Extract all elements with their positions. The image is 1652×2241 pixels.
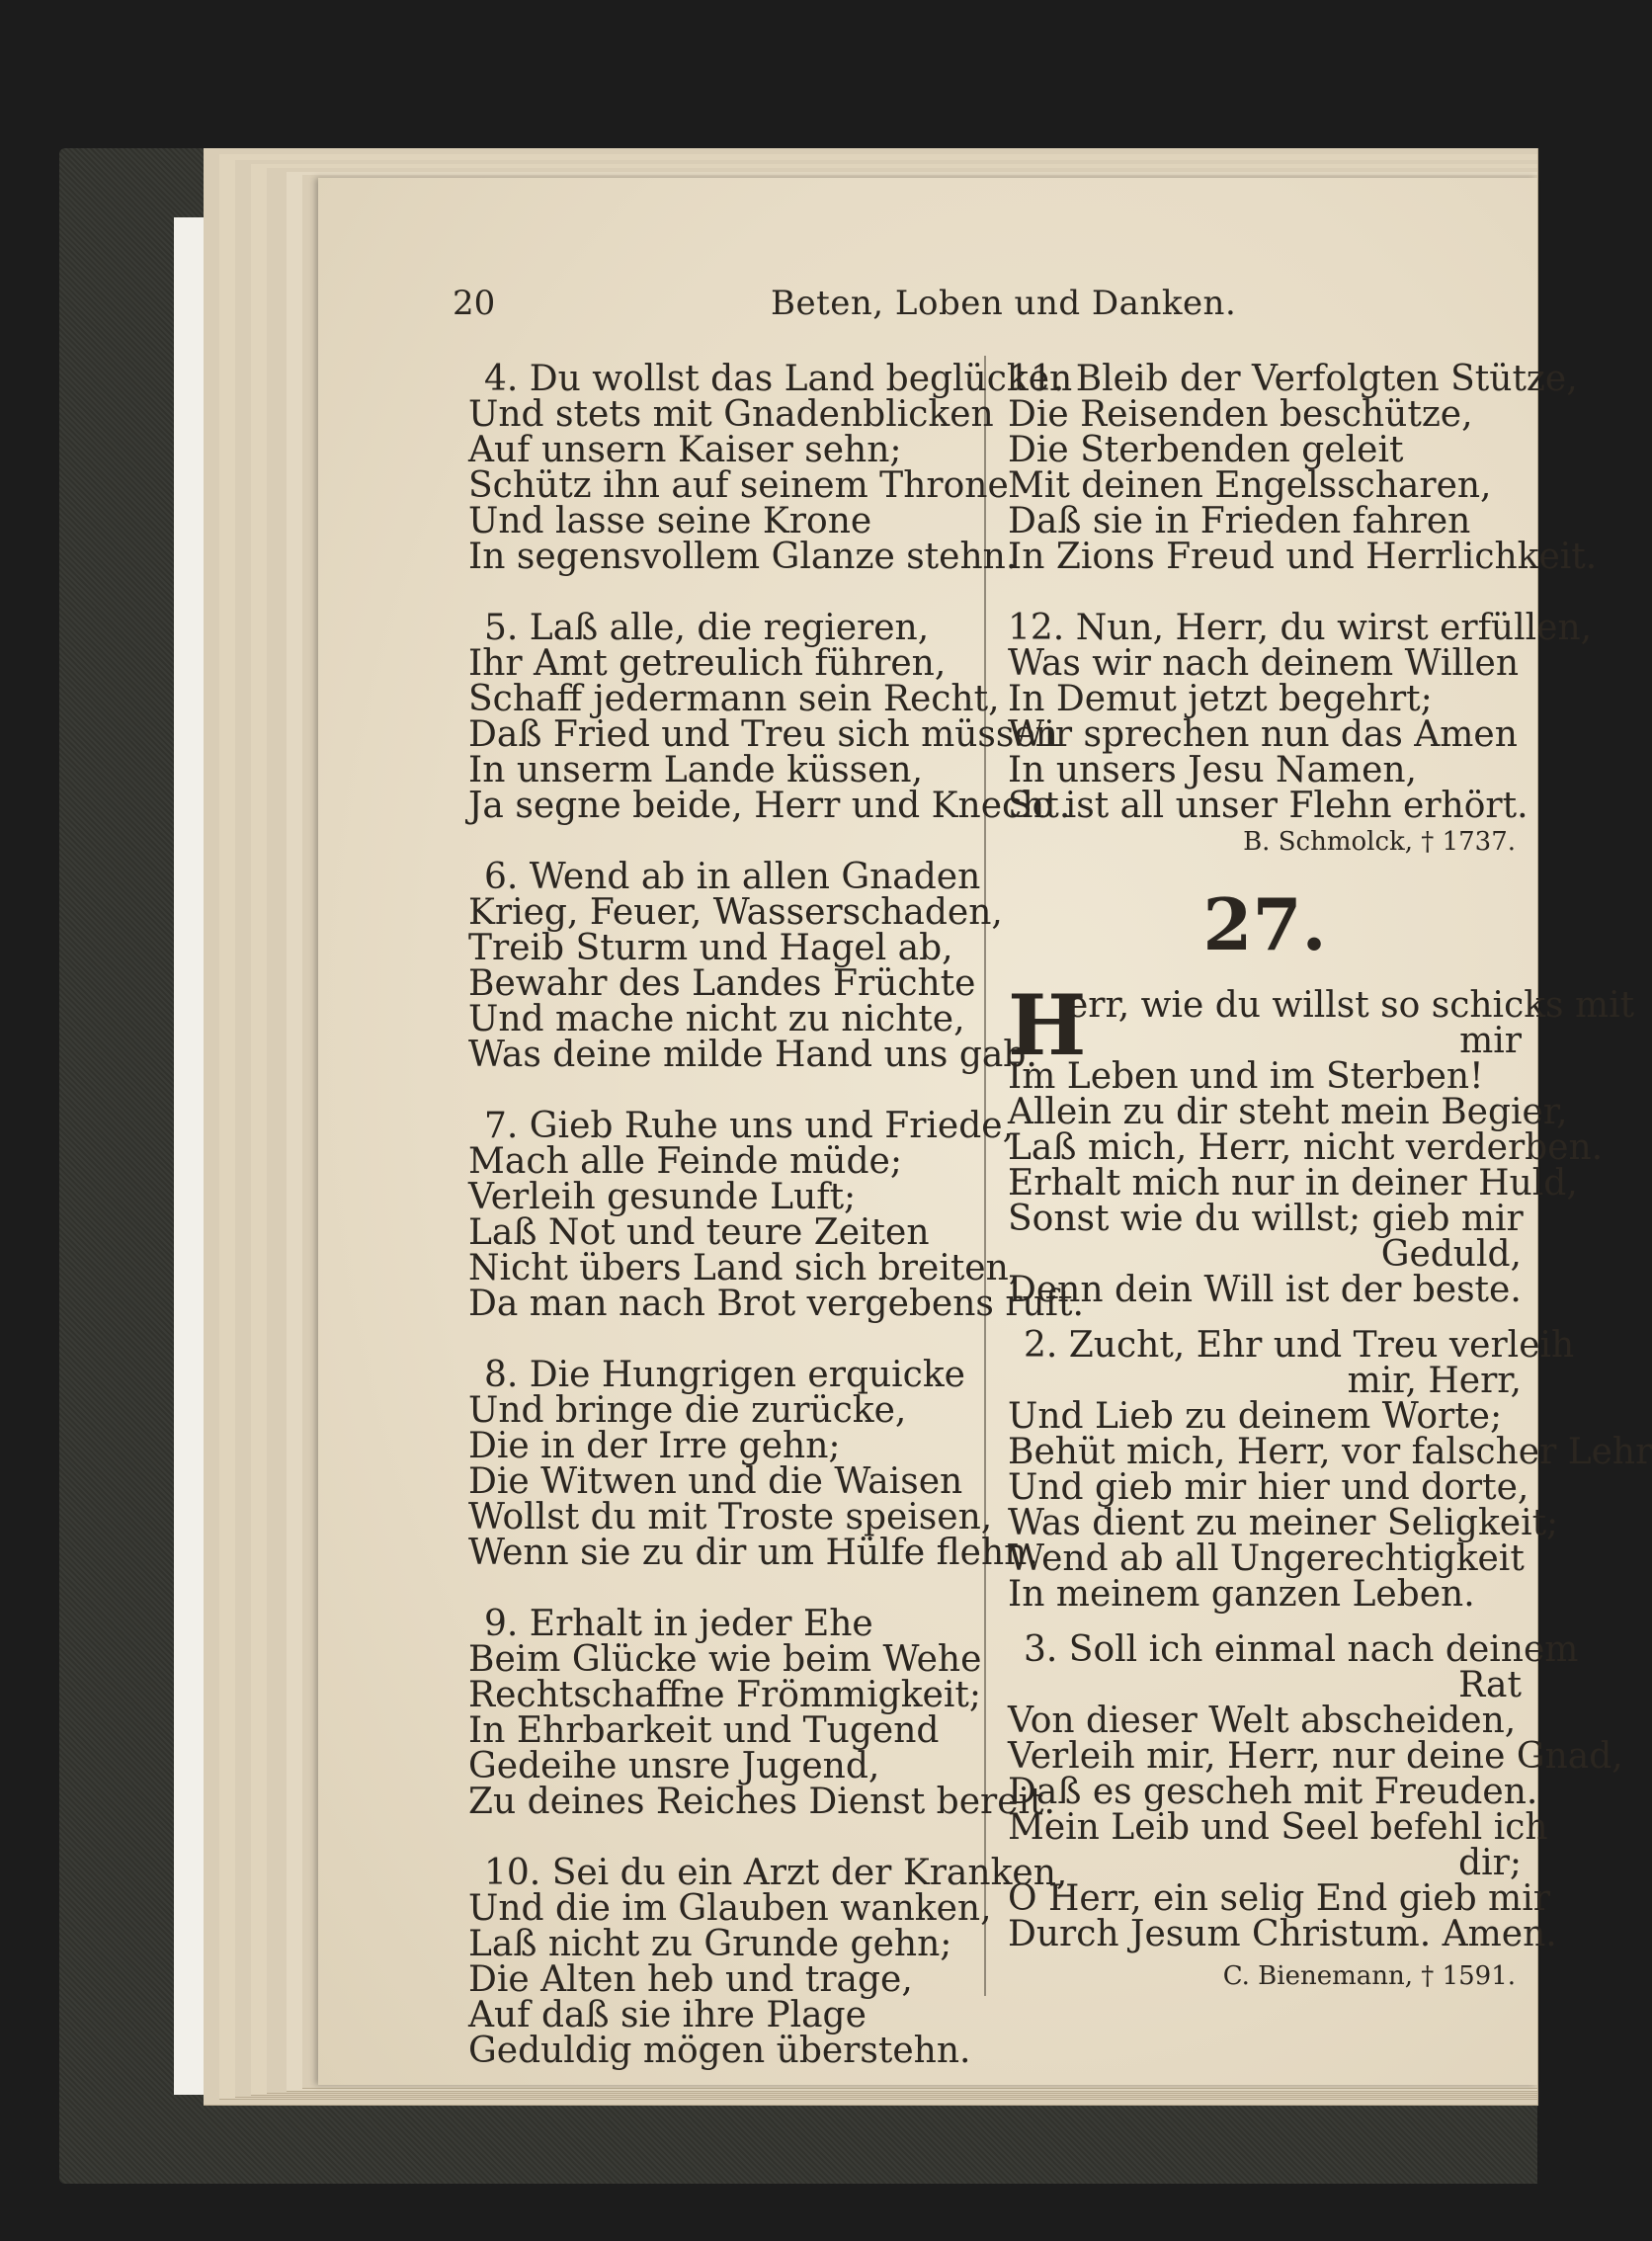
verse-line: Auf unsern Kaiser sehn; <box>468 430 902 470</box>
verse-line: Nicht übers Land sich breiten, <box>468 1248 1021 1288</box>
verse-line: Verleih mir, Herr, nur deine Gnad, <box>1008 1736 1623 1777</box>
verse-line: In Zions Freud und Herrlichkeit. <box>1008 537 1598 577</box>
verse-line: Was deine milde Hand uns gab. <box>468 1035 1037 1075</box>
verse-line: Und bringe die zurücke, <box>468 1390 907 1431</box>
verse-line: Was wir nach deinem Willen <box>1008 643 1520 684</box>
verse-line: Wenn sie zu dir um Hülfe flehn. <box>468 1533 1038 1573</box>
verse-line: Die Alten heb und trage, <box>468 1959 913 2000</box>
verse-line: Und Lieb zu deinem Worte; <box>1008 1396 1503 1437</box>
verse-line: Laß mich, Herr, nicht verderben. <box>1008 1127 1604 1168</box>
author-attribution: B. Schmolck, † 1737. <box>1243 827 1516 857</box>
verse-line: Verleih gesunde Luft; <box>468 1177 857 1217</box>
verse-line: Wend ab all Ungerechtigkeit <box>1008 1538 1525 1579</box>
verse-block <box>468 1604 1055 1822</box>
cover-inner-edge <box>174 217 204 2095</box>
verse-line: 10. Sei du ein Arzt der Kranken, <box>484 1853 1068 1893</box>
drop-cap-initial: H <box>1008 976 1087 1074</box>
column-divider <box>984 356 986 1996</box>
verse-line: Behüt mich, Herr, vor falscher Lehr <box>1008 1432 1652 1472</box>
verse-line: Wir sprechen nun das Amen <box>1008 714 1518 755</box>
verse-line: Und gieb mir hier und dorte, <box>1008 1467 1529 1508</box>
verse-block <box>468 857 1037 1075</box>
verse-line: Denn dein Will ist der beste. <box>1008 1270 1522 1310</box>
verse-line: Von dieser Welt abscheiden, <box>1008 1701 1517 1741</box>
verse-line: Die Sterbenden geleit <box>1008 430 1404 470</box>
verse-line: In unserm Lande küssen, <box>468 750 924 790</box>
verse-line: Und stets mit Gnadenblicken <box>468 394 994 435</box>
verse-line: Mach alle Feinde müde; <box>468 1141 902 1182</box>
verse-line: Wollst du mit Troste speisen, <box>468 1497 993 1537</box>
verse-line: Zu deines Reiches Dienst bereit. <box>468 1782 1055 1822</box>
verse-line: Daß sie in Frieden fahren <box>1008 501 1471 541</box>
verse-line: Laß Not und teure Zeiten <box>468 1212 930 1253</box>
hymn-number: 27. <box>1202 882 1327 966</box>
verse-line: Laß nicht zu Grunde gehn; <box>468 1924 952 1964</box>
page-number: 20 <box>453 284 496 323</box>
verse-line-wrap: mir, Herr, <box>1347 1361 1522 1401</box>
verse-line: 3. Soll ich einmal nach deinem <box>1024 1629 1579 1670</box>
verse-block <box>468 359 1073 577</box>
verse-line: Krieg, Feuer, Wasserschaden, <box>468 892 1003 933</box>
verse-line: So ist all unser Flehn erhört. <box>1008 786 1528 826</box>
verse-line: Daß Fried und Treu sich müssen <box>468 714 1058 755</box>
verse-line: 4. Du wollst das Land beglücken <box>484 359 1073 399</box>
verse-12 <box>1008 608 1593 826</box>
verse-line: O Herr, ein selig End gieb mir <box>1008 1878 1550 1919</box>
author-attribution: C. Bienemann, † 1591. <box>1222 1961 1516 1991</box>
verse-line: Allein zu dir steht mein Begier, <box>1008 1092 1568 1132</box>
verse-line-wrap: Geduld, <box>1380 1234 1522 1275</box>
verse-line: Rechtschaffne Frömmigkeit; <box>468 1675 981 1715</box>
hymn-27-verse-2 <box>1008 1325 1652 1615</box>
verse-line: In meinem ganzen Leben. <box>1008 1574 1475 1615</box>
verse-line: In segensvollem Glanze stehn. <box>468 537 1018 577</box>
verse-line: In unsers Jesu Namen, <box>1008 750 1417 790</box>
verse-line: Und lasse seine Krone <box>468 501 872 541</box>
verse-line: 8. Die Hungrigen erquicke <box>484 1355 965 1395</box>
verse-line: err, wie du willst so schicks mit <box>1067 985 1635 1026</box>
verse-line: Und mache nicht zu nichte, <box>468 999 965 1039</box>
verse-line: Da man nach Brot vergebens ruft. <box>468 1284 1084 1324</box>
verse-line: Gedeihe unsre Jugend, <box>468 1746 880 1786</box>
right-column <box>1008 359 1652 1994</box>
verse-line: 11. Bleib der Verfolgten Stütze, <box>1008 359 1578 399</box>
verse-line: 9. Erhalt in jeder Ehe <box>484 1604 873 1644</box>
verse-line-wrap: mir <box>1459 1021 1522 1061</box>
verse-line: Ja segne beide, Herr und Knecht. <box>468 786 1071 826</box>
verse-line: Die in der Irre gehn; <box>468 1426 841 1466</box>
verse-line: Geduldig mögen überstehn. <box>468 2031 971 2071</box>
verse-line: 5. Laß alle, die regieren, <box>484 608 930 648</box>
verse-line: Bewahr des Landes Früchte <box>468 963 976 1004</box>
verse-line: Die Witwen und die Waisen <box>468 1461 963 1502</box>
verse-line: Treib Sturm und Hagel ab, <box>468 928 953 968</box>
verse-block <box>468 1106 1084 1324</box>
verse-line: Beim Glücke wie beim Wehe <box>468 1639 982 1680</box>
verse-line: Schaff jedermann sein Recht, <box>468 679 1000 719</box>
verse-block <box>468 608 1071 826</box>
verse-11 <box>1008 359 1598 577</box>
verse-line: Ihr Amt getreulich führen, <box>468 643 947 684</box>
verse-line: Auf daß sie ihre Plage <box>468 1995 867 2035</box>
verse-line: Schütz ihn auf seinem Throne <box>468 465 1009 506</box>
verse-line: In Demut jetzt begehrt; <box>1008 679 1433 719</box>
verse-line: Und die im Glauben wanken, <box>468 1888 992 1929</box>
verse-line: 6. Wend ab in allen Gnaden <box>484 857 981 897</box>
verse-line: Die Reisenden beschütze, <box>1008 394 1473 435</box>
verse-line: Mit deinen Engelsscharen, <box>1008 465 1492 506</box>
verse-line: Mein Leib und Seel befehl ich <box>1008 1807 1548 1848</box>
verse-line: In Ehrbarkeit und Tugend <box>468 1710 940 1751</box>
verse-line: Daß es gescheh mit Freuden. <box>1008 1772 1538 1812</box>
verse-line: Was dient zu meiner Seligkeit; <box>1008 1503 1559 1543</box>
verse-line-wrap: Rat <box>1458 1665 1522 1705</box>
verse-block <box>468 1853 1068 2071</box>
verse-line: Durch Jesum Christum. Amen. <box>1008 1914 1557 1954</box>
verse-line: Im Leben und im Sterben! <box>1008 1056 1484 1097</box>
running-head: Beten, Loben und Danken. <box>771 284 1237 323</box>
verse-block <box>468 1355 1038 1573</box>
verse-line: 12. Nun, Herr, du wirst erfüllen, <box>1008 608 1593 648</box>
left-column <box>468 359 1084 2105</box>
hymn-27-verse-1 <box>1008 976 1635 1310</box>
verse-line-wrap: dir; <box>1458 1843 1522 1883</box>
verse-line: Sonst wie du willst; gieb mir <box>1008 1199 1524 1239</box>
verse-line: Erhalt mich nur in deiner Huld, <box>1008 1163 1578 1204</box>
verse-line: 2. Zucht, Ehr und Treu verleih <box>1024 1325 1575 1366</box>
hymn-27-verse-3 <box>1008 1629 1623 1954</box>
verse-line: 7. Gieb Ruhe uns und Friede, <box>484 1106 1015 1146</box>
